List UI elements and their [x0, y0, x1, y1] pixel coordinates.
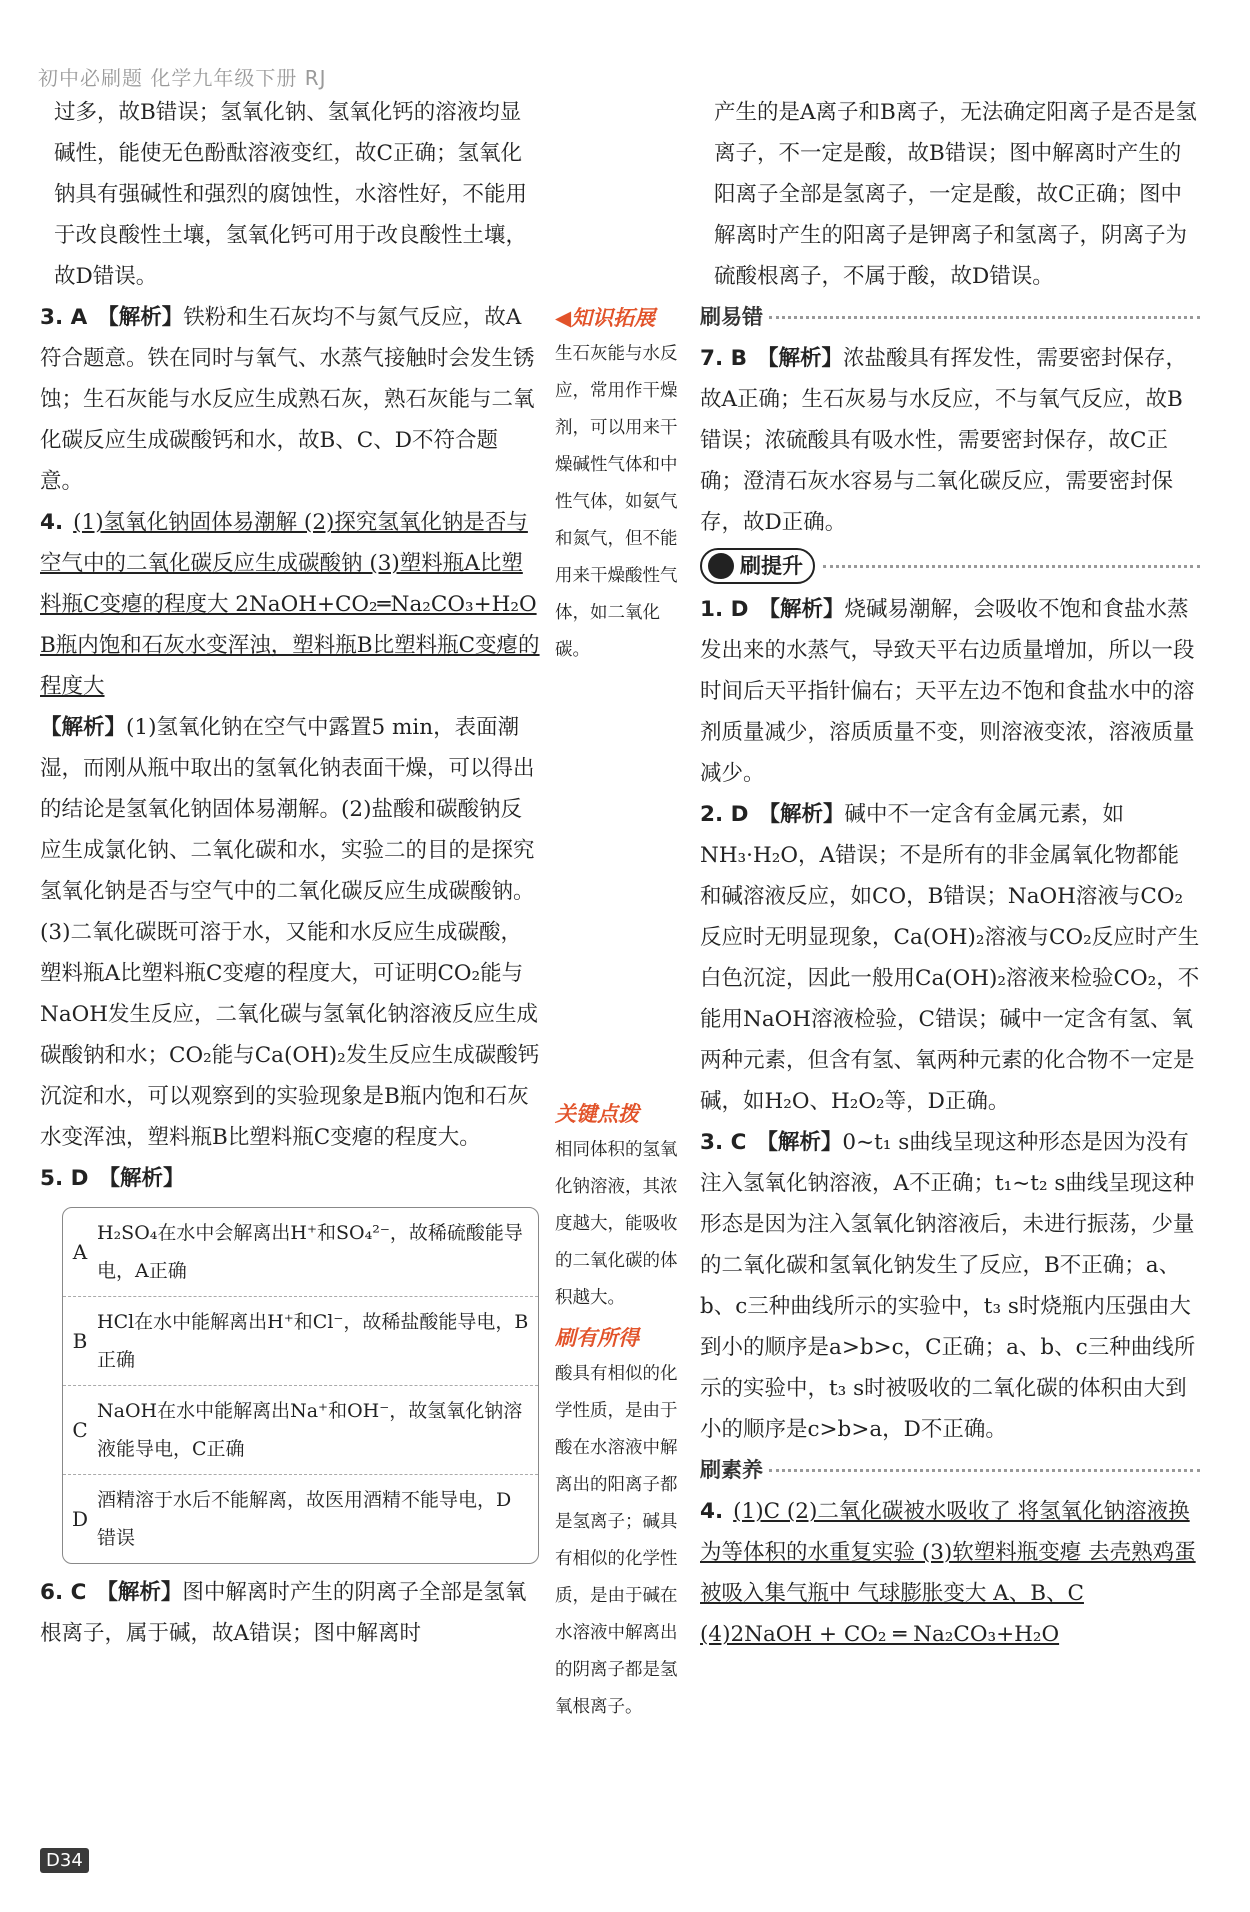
p3-analysis-tag: 【解析】 [756, 1130, 843, 1155]
dotted-divider [823, 565, 1200, 568]
sidebar-title-text: 知识拓展 [571, 306, 656, 330]
question-4 [40, 502, 540, 707]
q3-number: 3. A [40, 305, 88, 330]
table-row [63, 1297, 538, 1386]
p2-analysis-tag: 【解析】 [758, 802, 845, 827]
badge-circle-icon [708, 553, 734, 579]
q4-number: 4. [40, 510, 64, 535]
page-header: 初中必刷题 化学九年级下册 RJ [38, 66, 327, 90]
p3-analysis-text: 0~t₁ s曲线呈现这种形态是因为没有注入氢氧化钠溶液，A不正确；t₁~t₂ s曲线呈现这种形态是因为注入氢氧化钠溶液后，未进行振荡，少量的二氧化碳和氢氧化钠发生了反应，B不正确；a、b、c三种曲线所示的实验中，t₃ s时烧瓶内压强由大到小的顺序是a>b>c，C正确；a、b、c三种曲线所示的实验中，t₃ s时被吸收的二氧化碳的体积由大到小的顺序是c>b>a，D不正确。 [700, 1130, 1196, 1442]
p1-analysis-tag: 【解析】 [758, 597, 845, 622]
q4-answer: (1)氢氧化钠固体易潮解 (2)探究氢氧化钠是否与空气中的二氧化碳反应生成碳酸钠 (3)塑料瓶A比塑料瓶C变瘪的程度大 2NaOH+CO₂═Na₂CO₃+H₂O B瓶内饱和石灰水变浑浊，塑料瓶B比塑料瓶C变瘪的程度大 [40, 510, 540, 699]
q5-analysis-tag: 【解析】 [98, 1166, 185, 1191]
practice-4 [700, 1491, 1200, 1655]
q2-continuation-text: 过多，故B错误；氢氧化钠、氢氧化钙的溶液均显碱性，能使无色酚酞溶液变红，故C正确；氢氧化钠具有强碱性和强烈的腐蚀性，水溶性好，不能用于改良酸性土壤，氢氧化钙可用于改良酸性土壤，故D错误。 [54, 100, 528, 289]
q4-analysis [40, 707, 540, 1158]
question-3 [40, 297, 540, 502]
q6-analysis-text: 图中解离时产生的阴离子全部是氢氧根离子，属于碱，故A错误；图中解离时 [40, 1580, 527, 1646]
sidebar-key-points [555, 1096, 685, 1317]
sidebar-takeaways [555, 1320, 685, 1726]
section-badge [700, 548, 815, 584]
left-column [40, 92, 540, 1654]
sidebar-knowledge-extension [555, 300, 685, 669]
q5-number: 5. D [40, 1166, 89, 1191]
section-yicuo [700, 297, 1200, 338]
p1-number: 1. D [700, 597, 749, 622]
sidebar-text: 酸具有相似的化学性质，是由于酸在水溶液中解离出的阳离子都是氢离子；碱具有相似的化学性质，是由于碱在水溶液中解离出的阴离子都是氢氧根离子。 [555, 1364, 678, 1717]
practice-1 [700, 589, 1200, 794]
option-label: A [72, 1239, 88, 1264]
q7-analysis-text: 浓盐酸具有挥发性，需要密封保存，故A正确；生石灰易与水反应，不与氧气反应，故B错误；浓硫酸具有吸水性，需要密封保存，故C正确；澄清石灰水容易与二氧化碳反应，需要密封保存，故D正确。 [700, 346, 1188, 535]
q6-continuation-text: 产生的是A离子和B离子，无法确定阳离子是否是氢离子，不一定是酸，故B错误；图中解离时产生的阳离子全部是氢离子，一定是酸，故C正确；图中解离时产生的阳离子是钾离子和氢离子，阴离子为硫酸根离子，不属于酸，故D错误。 [714, 100, 1197, 289]
table-row [63, 1386, 538, 1475]
option-text: HCl在水中能解离出H⁺和Cl⁻，故稀盐酸能导电，B正确 [97, 1311, 529, 1371]
q4-analysis-text: (1)氢氧化钠在空气中露置5 min，表面潮湿，而刚从瓶中取出的氢氧化钠表面干燥，可以得出的结论是氢氧化钠固体易潮解。(2)盐酸和碳酸钠反应生成氯化钠、二氧化碳和水，实验二的目的是探究氢氧化钠是否与空气中的二氧化碳反应生成碳酸钠。(3)二氧化碳既可溶于水，又能和水反应生成碳酸，塑料瓶A比塑料瓶C变瘪的程度大，可证明CO₂能与NaOH发生反应，二氧化碳与氢氧化钠溶液反应生成碳酸钠和水；CO₂能与Ca(OH)₂发生反应生成碳酸钙沉淀和水，可以观察到的实验现象是B瓶内饱和石灰水变浑浊，塑料瓶B比塑料瓶C变瘪的程度大。 [40, 715, 540, 1150]
p3-number: 3. C [700, 1130, 747, 1155]
q5-option-table [62, 1207, 539, 1564]
option-text: H₂SO₄在水中会解离出H⁺和SO₄²⁻，故稀硫酸能导电，A正确 [97, 1222, 523, 1282]
section-title: 刷素养 [700, 1458, 763, 1482]
table-row [63, 1475, 538, 1563]
option-label: B [72, 1328, 88, 1353]
sidebar-text: 生石灰能与水反应，常用作干燥剂，可以用来干燥碱性气体和中性气体，如氨气和氮气，但不能用来干燥酸性气体，如二氧化碳。 [555, 344, 678, 660]
q4-analysis-tag: 【解析】 [40, 715, 127, 740]
page-number: D34 [40, 1848, 89, 1873]
option-label: C [72, 1417, 88, 1442]
practice-3 [700, 1122, 1200, 1450]
section-suyang [700, 1450, 1200, 1491]
option-label: D [71, 1506, 89, 1531]
p4-number: 4. [700, 1499, 724, 1524]
q6-continuation [700, 92, 1200, 297]
right-column [700, 92, 1200, 1655]
sidebar-title: 刷有所得 [555, 1326, 639, 1350]
question-6 [40, 1572, 540, 1654]
option-text: NaOH在水中能解离出Na⁺和OH⁻，故氢氧化钠溶液能导电，C正确 [97, 1400, 523, 1460]
q3-analysis-text: 铁粉和生石灰均不与氮气反应，故A符合题意。铁在同时与氧气、水蒸气接触时会发生锈蚀；生石灰能与水反应生成熟石灰，熟石灰能与二氧化碳反应生成碳酸钙和水，故B、C、D不符合题意。 [40, 305, 535, 494]
section-title: 刷易错 [700, 305, 763, 329]
question-5 [40, 1158, 540, 1199]
p1-analysis-text: 烧碱易潮解，会吸收不饱和食盐水蒸发出来的水蒸气，导致天平右边质量增加，所以一段时间后天平指针偏右；天平左边不饱和食盐水中的溶剂质量减少，溶质质量不变，则溶液变浓，溶液质量减少。 [700, 597, 1195, 786]
q6-number: 6. C [40, 1580, 87, 1605]
practice-2 [700, 794, 1200, 1122]
p2-number: 2. D [700, 802, 749, 827]
p4-answer: (1)C (2)二氧化碳被水吸收了 将氢氧化钠溶液换为等体积的水重复实验 (3)软塑料瓶变瘪 去壳熟鸡蛋被吸入集气瓶中 气球膨胀变大 A、B、C (4)2NaOH + CO₂ ═ Na₂CO₃+H₂O [700, 1499, 1196, 1647]
sidebar-title: 关键点拨 [555, 1102, 639, 1126]
q7-number: 7. B [700, 346, 747, 371]
q7-analysis-tag: 【解析】 [757, 346, 844, 371]
question-7 [700, 338, 1200, 543]
dotted-divider [769, 316, 1200, 319]
sidebar-title [555, 300, 685, 336]
section-title: 刷提升 [740, 554, 803, 578]
q6-analysis-tag: 【解析】 [96, 1580, 183, 1605]
arrow-left-icon: ◀ [555, 306, 572, 330]
dotted-divider [769, 1469, 1200, 1472]
q2-continuation [40, 92, 540, 297]
q3-analysis-tag: 【解析】 [97, 305, 184, 330]
table-row [63, 1208, 538, 1297]
section-tisheng [700, 543, 1200, 589]
sidebar-text: 相同体积的氢氧化钠溶液，其浓度越大，能吸收的二氧化碳的体积越大。 [555, 1140, 678, 1308]
option-text: 酒精溶于水后不能解离，故医用酒精不能导电，D错误 [97, 1489, 512, 1549]
p2-analysis-text: 碱中不一定含有金属元素，如NH₃·H₂O，A错误；不是所有的非金属氧化物都能和碱溶液反应，如CO，B错误；NaOH溶液与CO₂反应时无明显现象，Ca(OH)₂溶液与CO₂反应时产生白色沉淀，因此一般用Ca(OH)₂溶液来检验CO₂，不能用NaOH溶液检验，C错误；碱中一定含有氢、氧两种元素，但含有氢、氧两种元素的化合物不一定是碱，如H₂O、H₂O₂等，D正确。 [700, 802, 1200, 1114]
